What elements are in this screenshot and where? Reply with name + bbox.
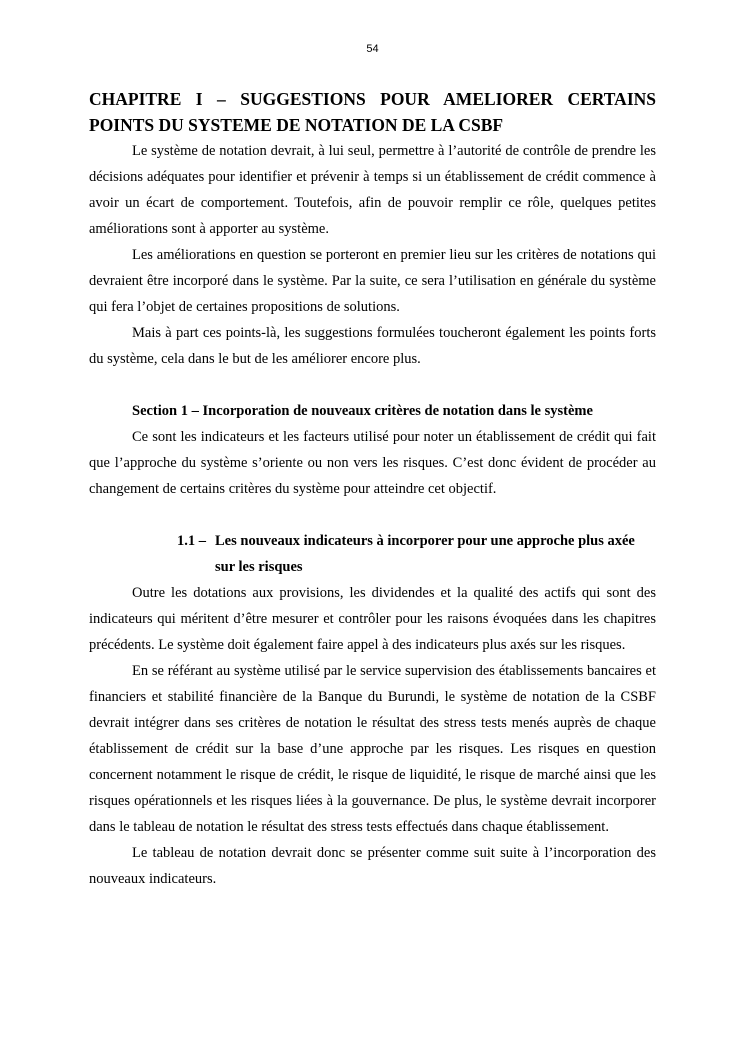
chapter-title-line-2: POINTS DU SYSTEME DE NOTATION DE LA CSBF [89, 115, 504, 135]
subsection-title-text: Les nouveaux indicateurs à incorporer pour une approche plus axée sur les risques [215, 533, 635, 575]
section-1-paragraph-1: Ce sont les indicateurs et les facteurs utilisé pour noter un établissement de crédit qui fait que l’approche du système s’oriente ou non vers les risques. C’est donc évident de procéder au changement de certains critères du système pour atteindre cet objectif. [89, 429, 656, 497]
page-content [89, 86, 656, 892]
chapter-title [89, 86, 656, 138]
intro-paragraph-1: Le système de notation devrait, à lui seul, permettre à l’autorité de contrôle de prendre les décisions adéquates pour identifier et prévenir à temps si un établissement de crédit commence à avoir un écart de comportement. Toutefois, afin de pouvoir remplir ce rôle, quelques petites améliorations sont à apporter au système. [89, 143, 656, 237]
page-number: 54 [366, 43, 379, 55]
chapter-title-line-1: CHAPITRE I – SUGGESTIONS POUR AMELIORER CERTAINS [89, 89, 656, 109]
subsection-paragraph-3: Le tableau de notation devrait donc se présenter comme suit suite à l’incorporation des nouveaux indicateurs. [89, 845, 656, 887]
intro-paragraph-3: Mais à part ces points-là, les suggestions formulées toucheront également les points forts du système, cela dans le but de les améliorer encore plus. [89, 325, 656, 367]
subsection-paragraph-1: Outre les dotations aux provisions, les dividendes et la qualité des actifs qui sont des indicateurs qui méritent d’être mesurer et contrôler pour les raisons évoquées dans les chapitres précédents. Le système doit également faire appel à des indicateurs plus axés sur les risques. [89, 585, 656, 653]
subsection-number: 1.1 – [177, 533, 206, 549]
section-1-title: Section 1 – Incorporation de nouveaux critères de notation dans le système [132, 403, 593, 419]
intro-paragraph-2: Les améliorations en question se porteront en premier lieu sur les critères de notations qui devraient être incorporé dans le système. Par la suite, ce sera l’utilisation en générale du système qui fera l’objet de certaines propositions de solutions. [89, 247, 656, 315]
subsection-paragraph-2: En se référant au système utilisé par le service supervision des établissements bancaires et financiers et stabilité financière de la Banque du Burundi, le système de notation de la CSBF devrait intégrer dans ses critères de notation le résultat des stress tests menés auprès de chaque établissement de crédit sur la base d’une approche par les risques. Les risques en question concernent notamment le risque de crédit, le risque de liquidité, le risque de marché ainsi que les risques opérationnels et les risques liées à la gouvernance. De plus, le système devrait incorporer dans le tableau de notation le résultat des stress tests effectués dans chaque établissement. [89, 663, 656, 835]
subsection-1-1-title [89, 528, 656, 580]
